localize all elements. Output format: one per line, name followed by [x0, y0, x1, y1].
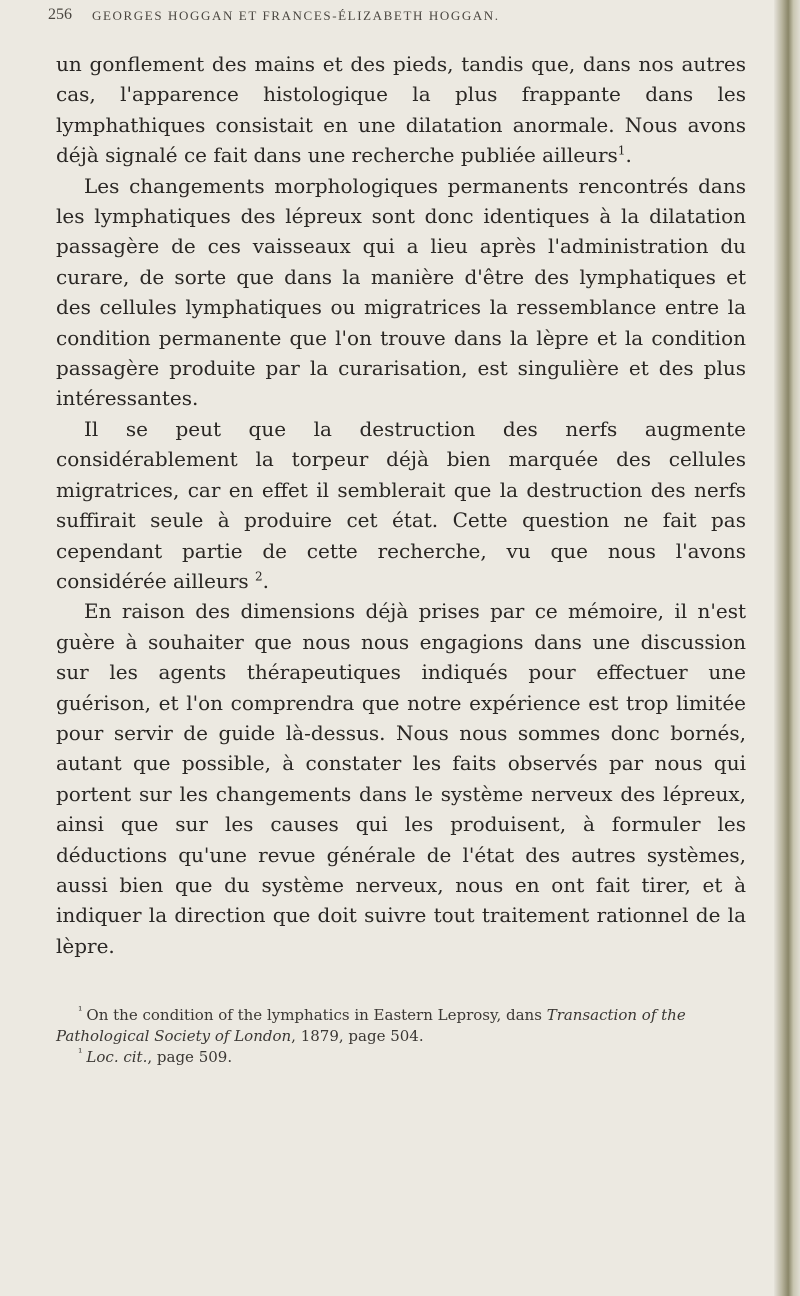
body-text [56, 49, 746, 961]
footnote-ref-1: 1 [617, 143, 626, 158]
footnote-1: $^{^1}$ On the condition of the lymphatics in Eastern Leprosy, dans Transaction of the Pathological Society of London, 1879, page 504. [56, 1004, 686, 1045]
page-number: 256 [48, 6, 72, 23]
paragraph-3: Il se peut que la destruction des nerfs augmente considérablement la torpeur déjà bien marquée des cellules migratrices, car en effet il semblerait que la destruction des nerfs suffirait seule à produire cet état. Cette question ne fait pas cependant partie de cette recherche, vu que nous l'avons considérée ailleurs $^2$. [56, 416, 746, 593]
footnote-2: $^{^1}$ Loc. cit., page 509. [78, 1046, 233, 1066]
page-header [48, 6, 748, 30]
footnotes [56, 1005, 746, 1068]
paragraph-4: En raison des dimensions déjà prises par ce mémoire, il n'est guère à souhaiter que nous nous engagions dans une discussion sur les agents thérapeutiques indiqués pour effectuer une guérison, et l'on comprendra que notre expérience est trop limitée pour servir de guide là-dessus. Nous nous sommes donc bornés, autant que possible, à constater les faits observés par nous qui portent sur les changements dans le système nerveux des lépreux, ainsi que sur les causes qui les produisent, à formuler les déductions qu'une revue générale de l'état des autres systèmes, aussi bien que du système nerveux, nous en ont fait tirer, et à indiquer la direction que doit suivre tout traitement rationnel de la lèpre. [56, 599, 746, 958]
paragraph-2: Les changements morphologiques permanents rencontrés dans les lymphatiques des lépreux sont donc identiques à la dilatation passagère de ces vaisseaux qui a lieu après l'administration du curare, de sorte que dans la manière d'être des lymphatiques et des cellules lymphatiques ou migratrices la ressemblance entre la condition permanente que l'on trouve dans la lèpre et la condition passagère produite par la curarisation, est singulière et des plus intéressantes. [56, 173, 746, 411]
page-edge-shadow [774, 0, 800, 1296]
paragraph-1: un gonflement des mains et des pieds, tandis que, dans nos autres cas, l'apparence histologique la plus frappante dans les lymphathiques consistait en une dilatation anormale. Nous avons déjà signalé ce fait dans une recherche publiée ailleurs$^1$. [56, 52, 746, 168]
footnote-ref-2: 2 [255, 569, 263, 584]
running-head: GEORGES HOGGAN ET FRANCES-ÉLIZABETH HOGGAN. [92, 8, 500, 23]
